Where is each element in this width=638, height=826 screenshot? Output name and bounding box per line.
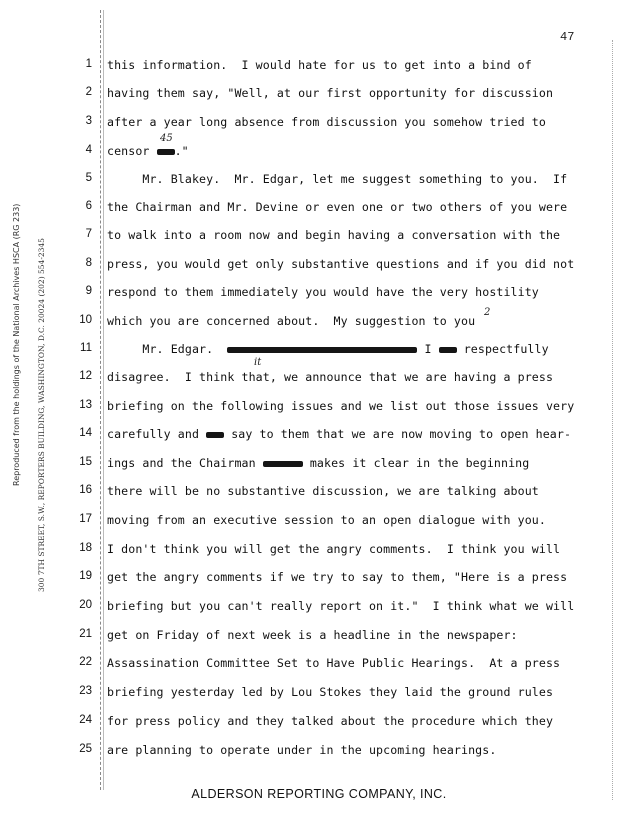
line-text-part: makes it clear in the beginning	[302, 456, 530, 470]
line-text-part: I	[417, 342, 439, 356]
transcript-line	[0, 254, 638, 274]
page-number: 47	[560, 30, 575, 44]
transcript-line	[0, 307, 638, 331]
line-number: 15	[79, 456, 92, 468]
line-text: briefing on the following issues and we list out those issues very	[107, 399, 575, 413]
line-text: briefing yesterday led by Lou Stokes they laid the ground rules	[107, 685, 554, 699]
transcript-line	[0, 396, 638, 416]
transcript-line	[0, 453, 638, 473]
line-number: 3	[85, 115, 92, 127]
line-number: 21	[79, 628, 92, 640]
line-number: 1	[85, 58, 92, 70]
redaction-mark	[439, 347, 457, 353]
line-text-part: carefully and	[107, 427, 207, 441]
reporting-company-footer: ALDERSON REPORTING COMPANY, INC.	[191, 787, 447, 801]
transcript-line	[0, 653, 638, 673]
transcript-line	[0, 740, 638, 760]
line-number: 23	[79, 685, 92, 697]
line-number: 25	[79, 743, 92, 755]
line-text: press, you would get only substantive questions and if you did not	[107, 257, 575, 271]
transcript-line	[0, 481, 638, 501]
transcript-line	[0, 357, 638, 387]
line-text: respond to them immediately you would have the very hostility	[107, 285, 539, 299]
line-text	[107, 456, 529, 470]
line-number: 2	[85, 86, 92, 98]
transcript-line	[0, 539, 638, 559]
redaction-mark	[263, 461, 303, 467]
line-number: 19	[79, 570, 92, 582]
line-number: 4	[85, 144, 92, 156]
line-number: 7	[85, 228, 92, 240]
line-text: get on Friday of next week is a headline in the newspaper:	[107, 628, 518, 642]
line-text: to walk into a room now and begin having a conversation with the	[107, 228, 561, 242]
reporter-address: 300 7TH STREET, S.W., REPORTERS BUILDING, WASHINGTON, D.C. 20024 (202) 554-2345	[37, 238, 46, 592]
line-text-part: respectfully	[456, 342, 549, 356]
redaction-mark	[206, 432, 224, 438]
line-text: which you are concerned about. My suggestion to you	[107, 314, 483, 328]
line-text: having them say, "Well, at our first opportunity for discussion	[107, 86, 554, 100]
line-number: 20	[79, 599, 92, 611]
transcript-line	[0, 112, 638, 132]
line-text-part: say to them that we are now moving to open hear-	[224, 427, 572, 441]
transcript-line	[0, 197, 638, 217]
line-text: briefing but you can't really report on it." I think what we will	[107, 599, 575, 613]
line-number: 18	[79, 542, 92, 554]
line-number: 17	[79, 513, 92, 525]
line-text: I don't think you will get the angry comments. I think you will	[107, 542, 561, 556]
line-text: get the angry comments if we try to say to them, "Here is a press	[107, 570, 568, 584]
handwritten-note: 45	[160, 133, 173, 144]
redaction-mark	[227, 347, 417, 353]
line-text: there will be no substantive discussion, we are talking about	[107, 484, 539, 498]
transcript-line	[0, 55, 638, 75]
line-text: moving from an executive session to an open dialogue with you.	[107, 513, 546, 527]
line-text: Assassination Committee Set to Have Public Hearings. At a press	[107, 656, 561, 670]
line-text	[107, 144, 189, 158]
handwritten-note: 2	[484, 307, 491, 318]
line-number: 9	[85, 285, 92, 297]
line-text: after a year long absence from discussion you somehow tried to	[107, 115, 546, 129]
line-text: Mr. Blakey. Mr. Edgar, let me suggest something to you. If	[107, 172, 568, 186]
line-text-part: ings and the Chairman	[107, 456, 263, 470]
line-text: the Chairman and Mr. Devine or even one or two others of you were	[107, 200, 568, 214]
line-number: 13	[79, 399, 92, 411]
line-text-part: censor	[107, 144, 157, 158]
transcript-line	[0, 339, 638, 359]
transcript-line	[0, 625, 638, 645]
transcript-line	[0, 567, 638, 587]
line-number: 6	[85, 200, 92, 212]
line-number: 14	[79, 427, 92, 439]
transcript-line	[0, 596, 638, 616]
transcript-line	[0, 282, 638, 302]
line-number: 8	[85, 257, 92, 269]
handwritten-note: it	[254, 357, 262, 368]
line-number: 12	[79, 370, 92, 382]
transcript-line	[0, 682, 638, 702]
transcript-line	[0, 424, 638, 444]
transcript-line	[0, 83, 638, 103]
transcript-line	[0, 133, 638, 161]
line-text: disagree. I think that, we announce that we are having a press	[107, 370, 554, 384]
line-text: this information. I would hate for us to get into a bind of	[107, 58, 532, 72]
line-number: 24	[79, 714, 92, 726]
line-number: 5	[85, 172, 92, 184]
line-text: for press policy and they talked about the procedure which they	[107, 714, 554, 728]
line-text	[107, 342, 549, 356]
line-number: 11	[80, 342, 92, 354]
transcript-line	[0, 711, 638, 731]
line-text: are planning to operate under in the upcoming hearings.	[107, 743, 497, 757]
line-text-part: Mr. Edgar.	[107, 342, 228, 356]
line-number: 22	[79, 656, 92, 668]
transcript-line	[0, 169, 638, 189]
line-number: 10	[79, 314, 92, 326]
line-text-part: ."	[174, 144, 189, 158]
line-text	[107, 427, 571, 441]
archive-note: Reproduced from the holdings of the National Archives HSCA (RG 233)	[12, 203, 21, 486]
line-number: 16	[79, 484, 92, 496]
transcript-line	[0, 225, 638, 245]
redaction-mark	[157, 149, 175, 155]
transcript-line	[0, 510, 638, 530]
